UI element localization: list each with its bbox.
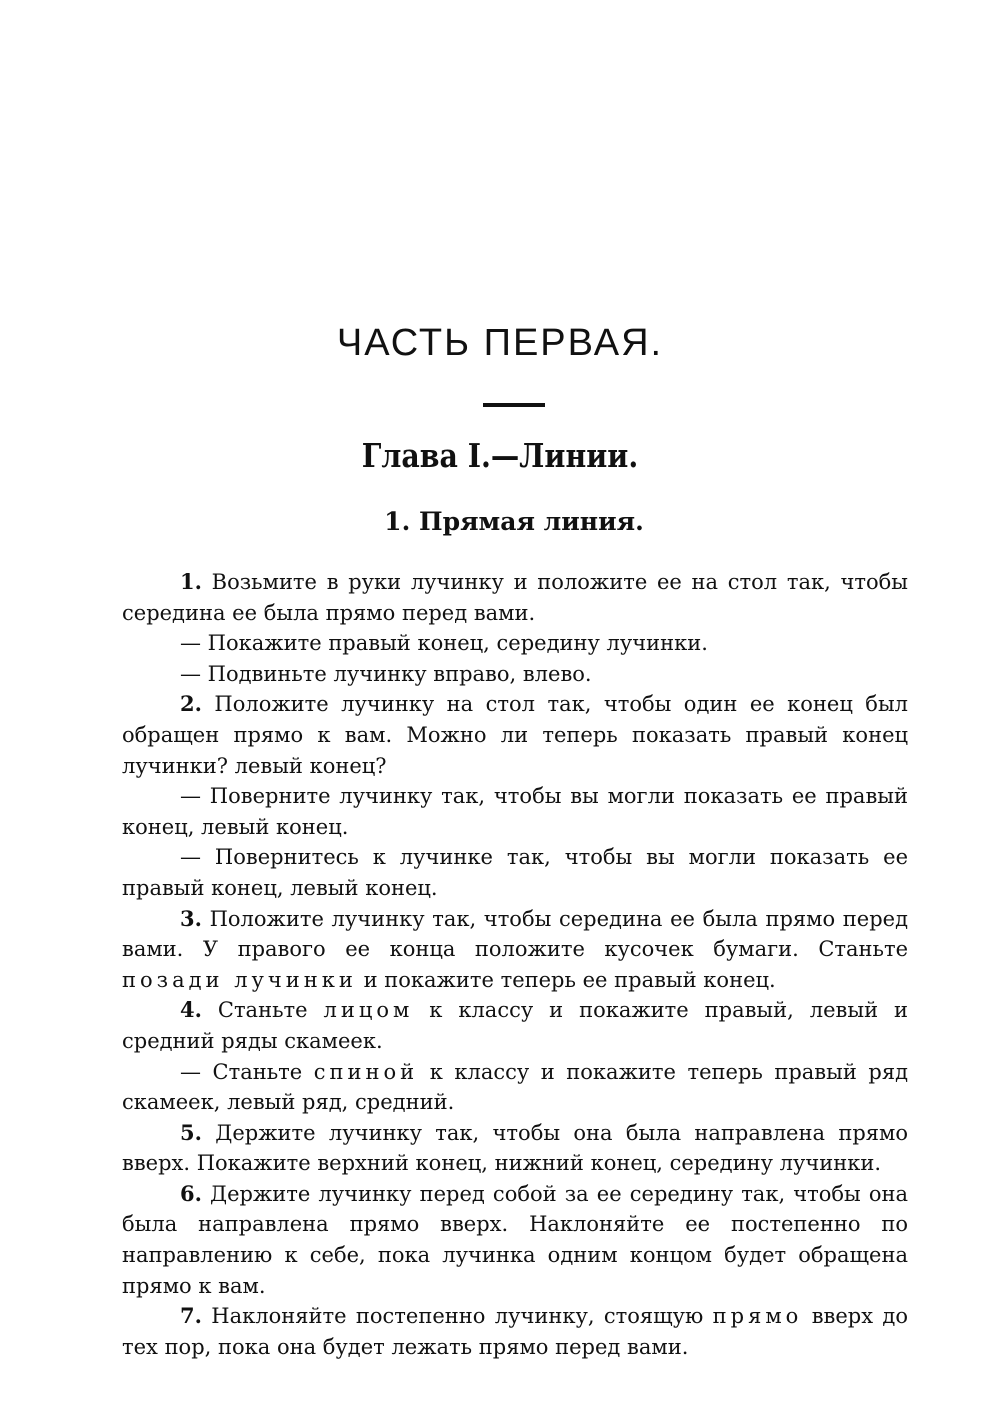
paragraph-7 — [122, 904, 908, 996]
paragraph-12 — [122, 1301, 908, 1362]
paragraph-text: — Подвиньте лучинку вправо, влево. — [180, 661, 592, 686]
paragraph-text: — Повернитесь к лучинке так, чтобы вы могли показать ее правый конец, левый конец. — [122, 845, 908, 900]
exercise-number: 1. — [180, 569, 202, 594]
paragraph-text: Наклоняйте постепенно лучинку, стоящую — [201, 1304, 713, 1329]
paragraph-text: Возьмите в руки лучинку и положите ее на стол так, чтобы середина ее была прямо перед вами. — [122, 570, 908, 625]
chapter-title: Глава I.—Линии. — [361, 436, 639, 475]
paragraph-text: Положите лучинку на стол так, чтобы один ее конец был обращен прямо к вам. Можно ли теперь показать правый конец лучинки? левый конец? — [122, 692, 908, 778]
paragraph-10 — [122, 1118, 908, 1179]
exercise-number: 3. — [180, 905, 202, 931]
paragraph-5 — [122, 781, 908, 842]
exercise-number: 6. — [180, 1180, 202, 1206]
paragraph-text: к классу и покажите теперь правый ряд скамеек, левый ряд, средний. — [122, 1059, 909, 1115]
paragraph-text: вверх до тех пор, пока она будет лежать прямо перед вами. — [122, 1304, 908, 1359]
paragraph-text: — Покажите правый конец, середину лучинки. — [180, 631, 708, 656]
exercise-number: 7. — [180, 1303, 202, 1329]
spaced-emphasis: прямо — [712, 1304, 803, 1329]
paragraph-text: — Станьте — [180, 1059, 314, 1084]
double-rule-divider — [483, 403, 545, 407]
paragraph-text: Держите лучинку перед собой за ее середину так, чтобы она была направлена прямо вверх. Наклоняйте ее постепенно по направлению к себе, пока лучинка одним концом будет обращена прямо к вам. — [122, 1181, 908, 1298]
body-text — [122, 567, 908, 1362]
exercise-number: 2. — [180, 691, 202, 717]
exercise-number: 4. — [180, 997, 202, 1023]
paragraph-6 — [122, 842, 908, 903]
paragraph-11 — [122, 1179, 908, 1301]
section-title: 1. Прямая линия. — [384, 507, 644, 536]
paragraph-3 — [122, 659, 908, 690]
spaced-emphasis: спиной — [313, 1059, 419, 1084]
paragraph-text: Положите лучинку так, чтобы середина ее была прямо перед вами. У правого ее конца положите кусочек бумаги. Станьте — [122, 906, 908, 962]
paragraph-8 — [122, 995, 908, 1056]
part-title: ЧАСТЬ ПЕРВАЯ. — [336, 322, 664, 364]
paragraph-text: Станьте — [201, 998, 324, 1023]
exercise-number: 5. — [180, 1119, 202, 1145]
paragraph-text: и покажите теперь ее правый конец. — [356, 967, 776, 992]
spaced-emphasis: позади лучинки — [122, 967, 357, 992]
paragraph-4 — [122, 689, 908, 781]
paragraph-text: — Поверните лучинку так, чтобы вы могли показать ее правый конец, левый конец. — [122, 784, 908, 839]
paragraph-text: к классу и покажите правый, левый и средний ряды скамеек. — [122, 998, 908, 1053]
spaced-emphasis: лицом — [323, 998, 414, 1023]
paragraph-2 — [122, 628, 908, 659]
paragraph-9 — [122, 1057, 908, 1118]
paragraph-text: Держите лучинку так, чтобы она была направлена прямо вверх. Покажите верхний конец, нижний конец, середину лучинки. — [122, 1120, 908, 1176]
paragraph-1 — [122, 567, 908, 628]
